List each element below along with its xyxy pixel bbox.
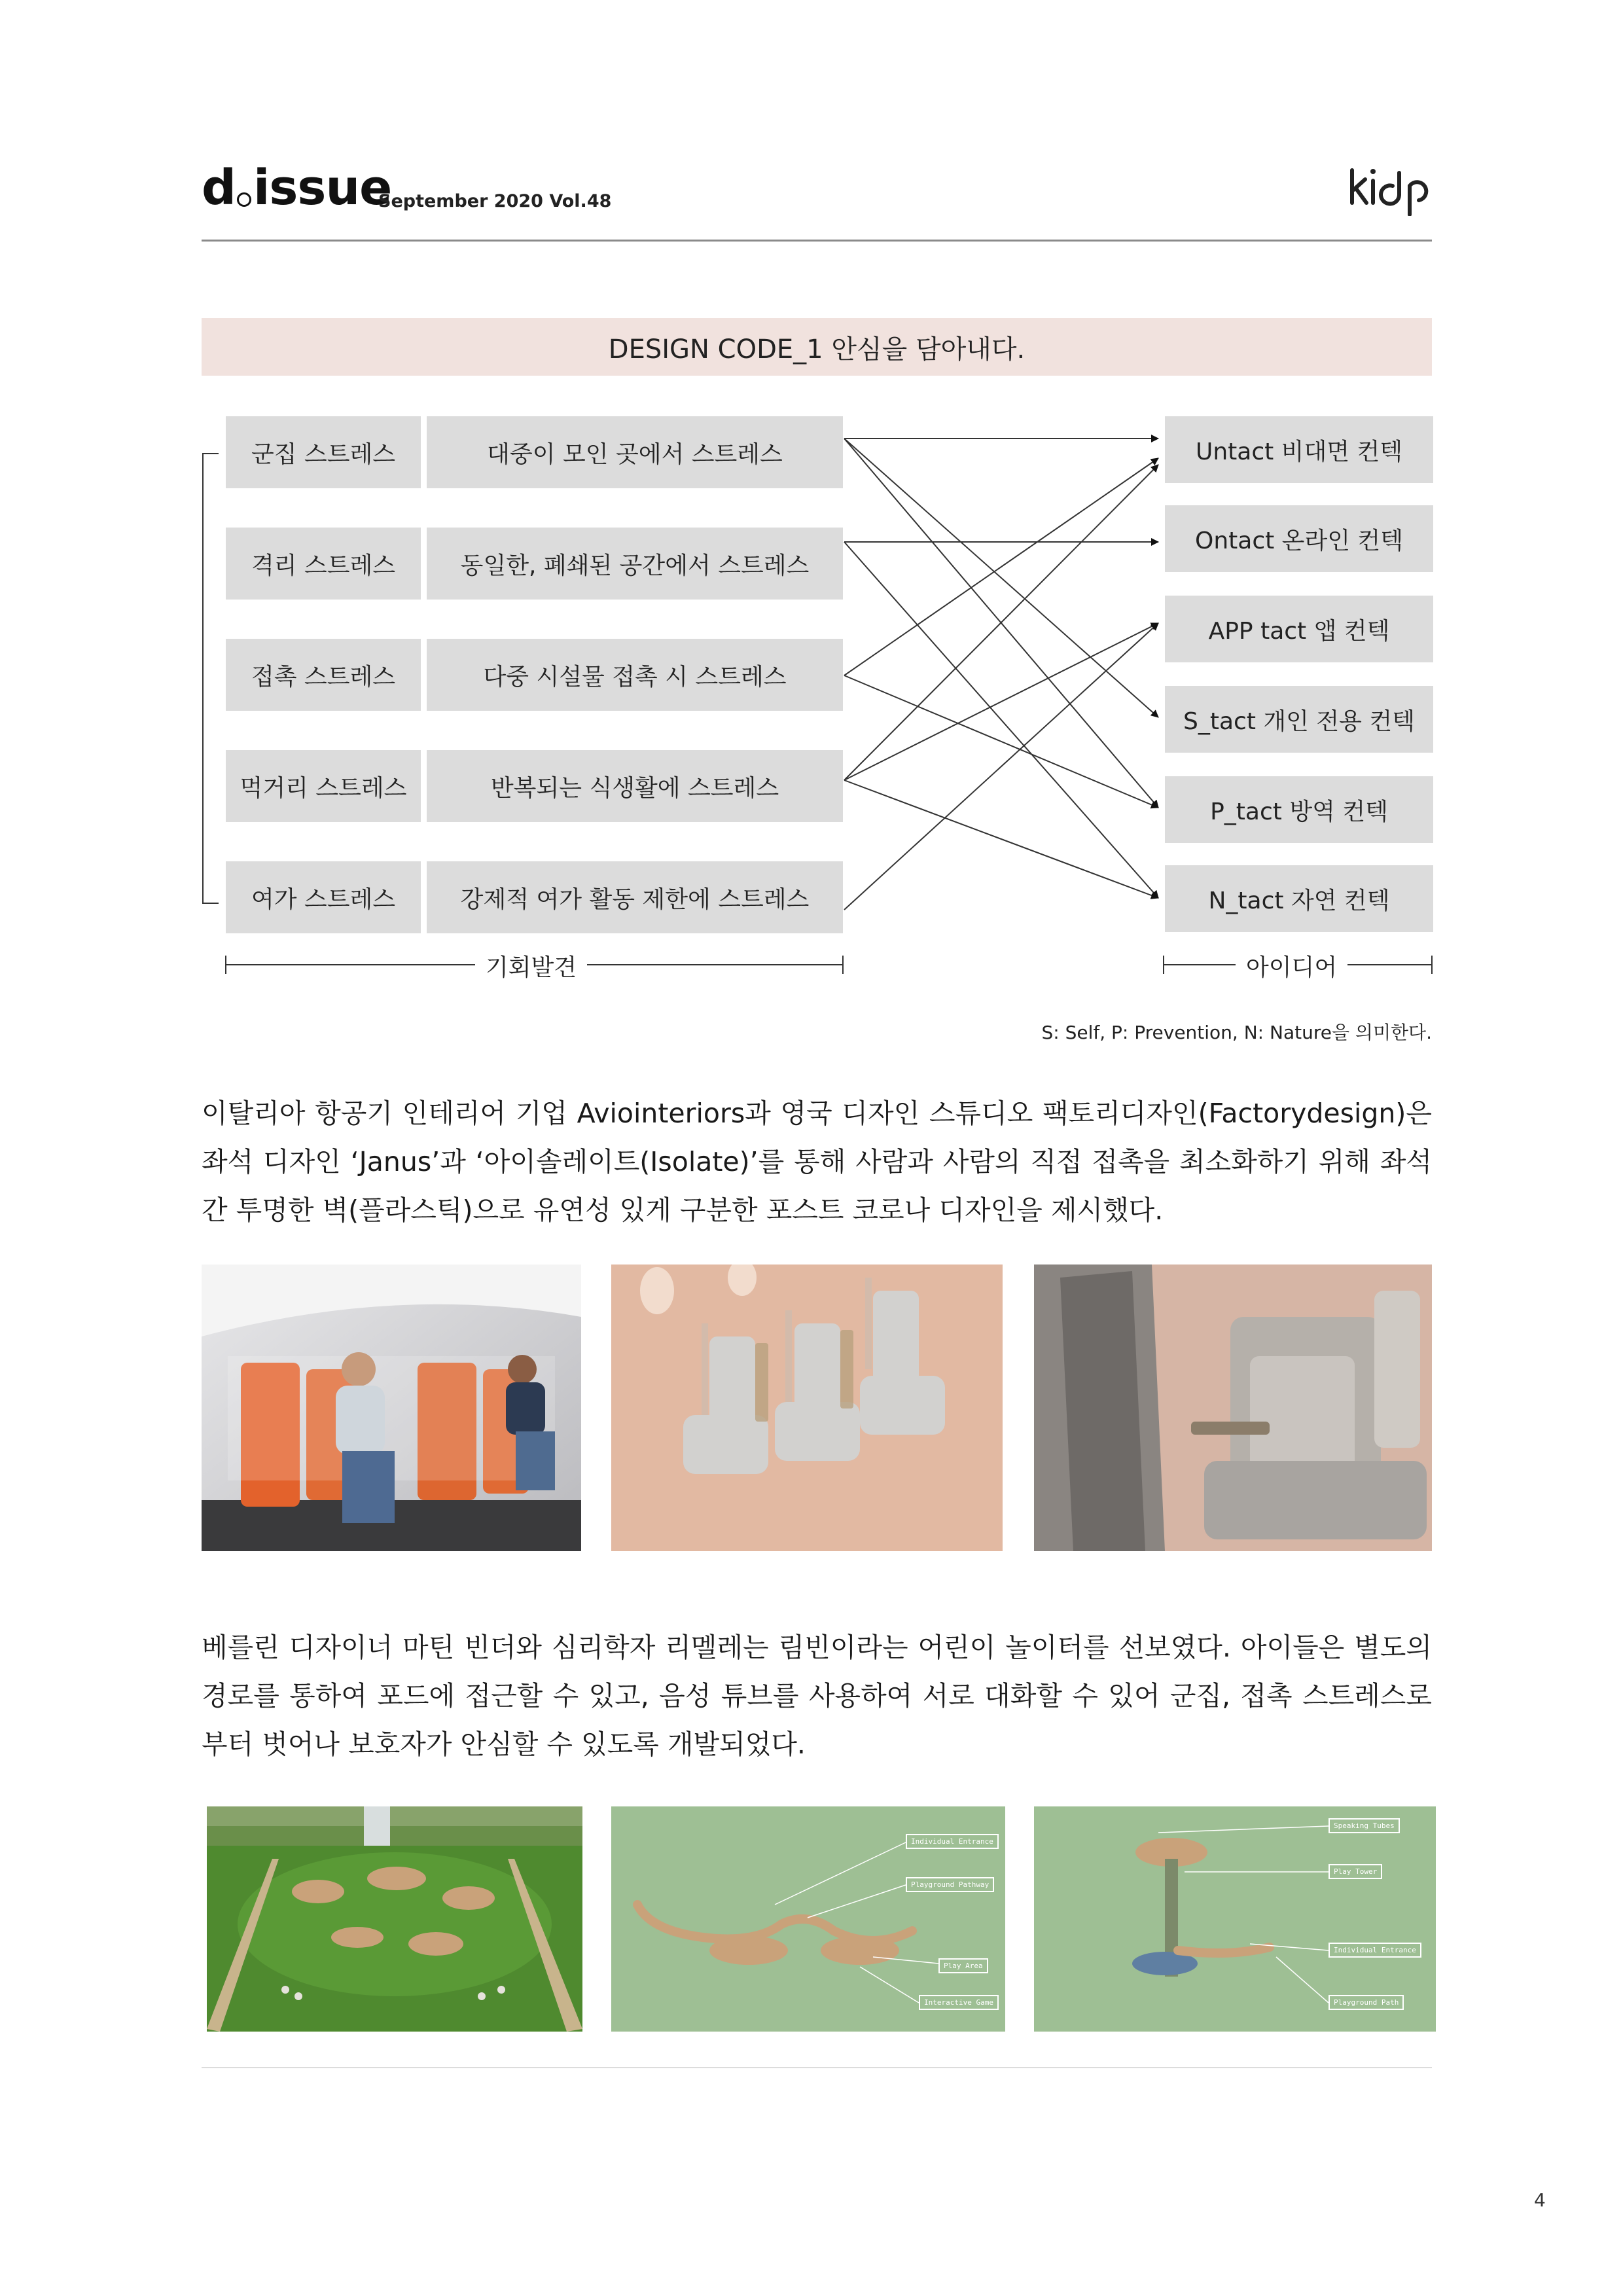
callout-playground-pathway: Playground Pathway: [906, 1877, 994, 1892]
seat-closeup-render: [1034, 1265, 1432, 1551]
aircraft-seat-paragraph: 이탈리아 항공기 인테리어 기업 Aviointeriors과 영국 디자인 스튜디오 팩토리디자인(Factorydesign)은 좌석 디자인 ‘Janus’과 ‘아이솔레이트(Isolate)’를 통해 사람과 사람의 직접 접촉을 최소화하기 위해 좌석 간 투명한 벽(플라스틱)으로 유연성 있게 구분한 포스트 코로나 디자인을 제시했다.: [202, 1098, 1432, 1226]
playground-paragraph: 베를린 디자이너 마틴 빈더와 심리학자 리멜레는 림빈이라는 어린이 놀이터를 선보였다. 아이들은 별도의 경로를 통하여 포드에 접근할 수 있고, 음성 튜브를 사용하여 서로 대화할 수 있어 군집, 접촉 스트레스로부터 벗어나 보호자가 안심할 수 있도록 개발되었다.: [202, 1632, 1432, 1760]
stress-description: 강제적 여가 활동 제한에 스트레스: [427, 861, 843, 933]
callout-playground-path: Playground Path: [1329, 1995, 1404, 2010]
abbreviation-note: S: Self, P: Prevention, N: Nature을 의미한다.: [1041, 1022, 1432, 1043]
stress-category: 먹거리 스트레스: [226, 750, 421, 822]
callout-play-tower: Play Tower: [1329, 1864, 1382, 1879]
callout-individual-entrance: Individual Entrance: [1329, 1943, 1421, 1958]
idea-arrows: [844, 439, 1158, 910]
brand-d: d: [202, 160, 236, 216]
footer-rule: [202, 2067, 1432, 2068]
idea-box-apptact: APP tact 앱 컨텍: [1165, 596, 1433, 662]
callout-interactive-game: Interactive Game: [919, 1995, 999, 2010]
aircraft-cabin-photo: [202, 1265, 581, 1551]
play-tower-render: [1034, 1806, 1436, 2032]
callout-speaking-tubes: Speaking Tubes: [1329, 1818, 1400, 1833]
callout-individual-entrance: Individual Entrance: [906, 1834, 999, 1849]
callout-play-area: Play Area: [938, 1958, 988, 1973]
opportunity-label: 기회발견: [475, 949, 587, 982]
isolate-seats-render: [611, 1265, 1003, 1551]
stress-description: 동일한, 폐쇄된 공간에서 스트레스: [427, 528, 843, 600]
idea-box-ptact: P_tact 방역 컨텍: [1165, 776, 1433, 843]
idea-box-ontact: Ontact 온라인 컨텍: [1165, 505, 1433, 572]
playground-pathway-render: [611, 1806, 1005, 2032]
playground-park-photo: [207, 1806, 582, 2032]
stress-category: 군집 스트레스: [226, 416, 421, 488]
stress-category: 격리 스트레스: [226, 528, 421, 600]
stress-description: 대중이 모인 곳에서 스트레스: [427, 416, 843, 488]
idea-box-ntact: N_tact 자연 컨텍: [1165, 865, 1433, 932]
idea-label: 아이디어: [1236, 949, 1347, 982]
brand-issue: issue: [253, 160, 392, 216]
stress-description: 반복되는 식생활에 스트레스: [427, 750, 843, 822]
idea-box-stact: S_tact 개인 전용 컨텍: [1165, 686, 1433, 753]
stress-category: 여가 스트레스: [226, 861, 421, 933]
page-number: 4: [1534, 2189, 1546, 2211]
design-code-title: DESIGN CODE_1 안심을 담아내다.: [202, 318, 1432, 376]
idea-box-untact: Untact 비대면 컨텍: [1165, 416, 1433, 483]
issue-info: September 2020 Vol.48: [378, 191, 612, 211]
stress-description: 다중 시설물 접촉 시 스트레스: [427, 639, 843, 711]
stress-category: 접촉 스트레스: [226, 639, 421, 711]
